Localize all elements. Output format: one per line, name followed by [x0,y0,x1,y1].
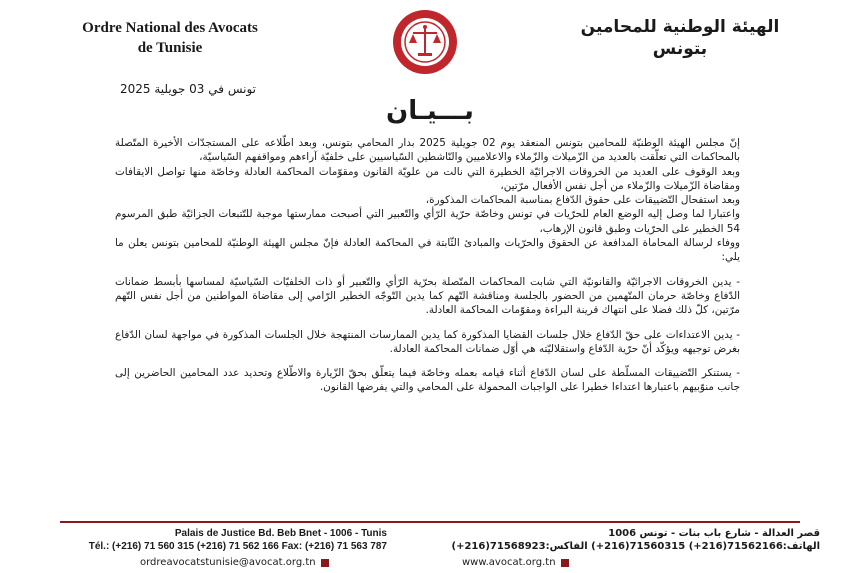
footer-french [42,527,387,553]
square-bullet-icon [321,559,329,567]
header-arabic-line1: الهيئة الوطنية للمحامين [580,17,780,37]
footer-arabic-phones: الهاتف:71562166(216+) 71560315(216+) الفاكس:71568923(216+) [451,541,820,552]
footer-divider [60,521,800,523]
footer-french-phones: Tél.: (+216) 71 560 315 (+216) 71 562 166 Fax: (+216) 71 563 787 [88,541,387,552]
bullet-item: - يدين الاعتداءات على حقّ الدّفاع خلال جلسات القضايا المذكورة كما يدين الممارسات المنتهجة خلال الجلسات المذكورة في مواجهة لسان الدّفاع بغرض توجيهه ويؤكّد أنّ حرّية الدّفاع واستقلاليّته هي أوّل ضمانات المحاكمة العادلة. [115,328,740,355]
bullet-item: - يستنكر التّضييقات المسلّطة على لسان الدّفاع أثناء قيامه بعمله وخاصّة فيما يتعلّق بحقّ الزّيارة والاطّلاع وتحديد عدد المحامين الحاضرين إلى جانب منوّبيهم باعتبارها اعتداءا خطيرا على الواجبات المحمولة على المحامي والتي يفرضها القانون. [115,367,740,394]
document-title: بـــيـان [386,96,474,126]
paragraph: ووفاء لرسالة المحاماة المدافعة عن الحقوق والحرّيات والمبادئ الثّابتة في المحاكمة العادلة فإنّ مجلس الهيئة الوطنيّة للمحامين بتونس يعلن ما يلي: [115,237,740,264]
footer-arabic-address: قصر العدالة - شارع باب بنات - تونس 1006 [608,528,820,539]
footer-arabic [400,527,820,553]
footer-website[interactable] [462,557,569,568]
header-arabic-line2: بتونس [652,39,708,59]
website-text[interactable]: www.avocat.org.tn [462,557,556,568]
header-french-line1: Ordre National des Avocats [82,20,258,36]
header-arabic [540,16,820,60]
scales-of-justice-emblem-icon [385,6,465,78]
footer-email[interactable] [140,557,329,568]
paragraph: وبعد استفحال التّضييقات على حقوق الدّفاع بمناسبة المحاكمات المذكورة، [425,194,740,207]
header-french-line2: de Tunisie [137,40,203,56]
document-date: تونس في 03 جويلية 2025 [120,82,256,96]
paragraph: وبعد الوقوف على العديد من الخروقات الاجرائيّة الخطيرة التي نالت من علويّة القانون ومقوّمات المحاكمة العادلة وخاصّة منها تواصل الايقافات ومقاضاة الزّميلات والزّملاء من أجل نفس الأفعال مرّتين، [115,165,740,192]
statement-body [115,136,740,395]
bullet-item: - يدين الخروقات الاجرائيّة والقانونيّة التي شابت المحاكمات المتّصلة بحرّية الرّأي والتّعبير أو ذات الخلفيّات السّياسيّة لمساسها بأبسط ضمانات الدّفاع وخاصّة حرمان المتّهمين من الحضور بالجلسة ومناقشة التّهم كما يدين التّوجّه الخطير الرّامي إلى مقاضاة المواطنين من أجل نفس التّهم مرّتين، كلّ ذلك فضلا على انتهاك قرينة البراءة ومقوّمات المحاكمة العادلة. [115,275,740,317]
email-text[interactable]: ordreavocatstunisie@avocat.org.tn [140,557,316,568]
square-bullet-icon [561,559,569,567]
footer-french-address: Palais de Justice Bd. Beb Bnet - 1006 - Tunis [174,528,387,539]
paragraph: إنّ مجلس الهيئة الوطنيّة للمحامين بتونس المنعقد يوم 02 جويلية 2025 بدار المحامي بتونس، وبعد اطّلاعه على المستجدّات الأخيرة المتّصلة بالمحاكمات التي تعلّقت بالعديد من الزّميلات والزّملاء والاعلاميين والنّاشطين السّياسيين على خلفيّة آراءهم ومواقفهم السّياسيّة، [115,137,741,164]
paragraph: واعتبارا لما وصل إليه الوضع العام للحرّيات في تونس وخاصّة حرّية الرّأي والتّعبير التي أصبحت ممارستها موجبة للتّتبعات الجزائيّة طبق المرسوم 54 الخطير على الحرّيات وطبق قانون الإرهاب، [115,208,740,235]
header-french [40,18,300,58]
